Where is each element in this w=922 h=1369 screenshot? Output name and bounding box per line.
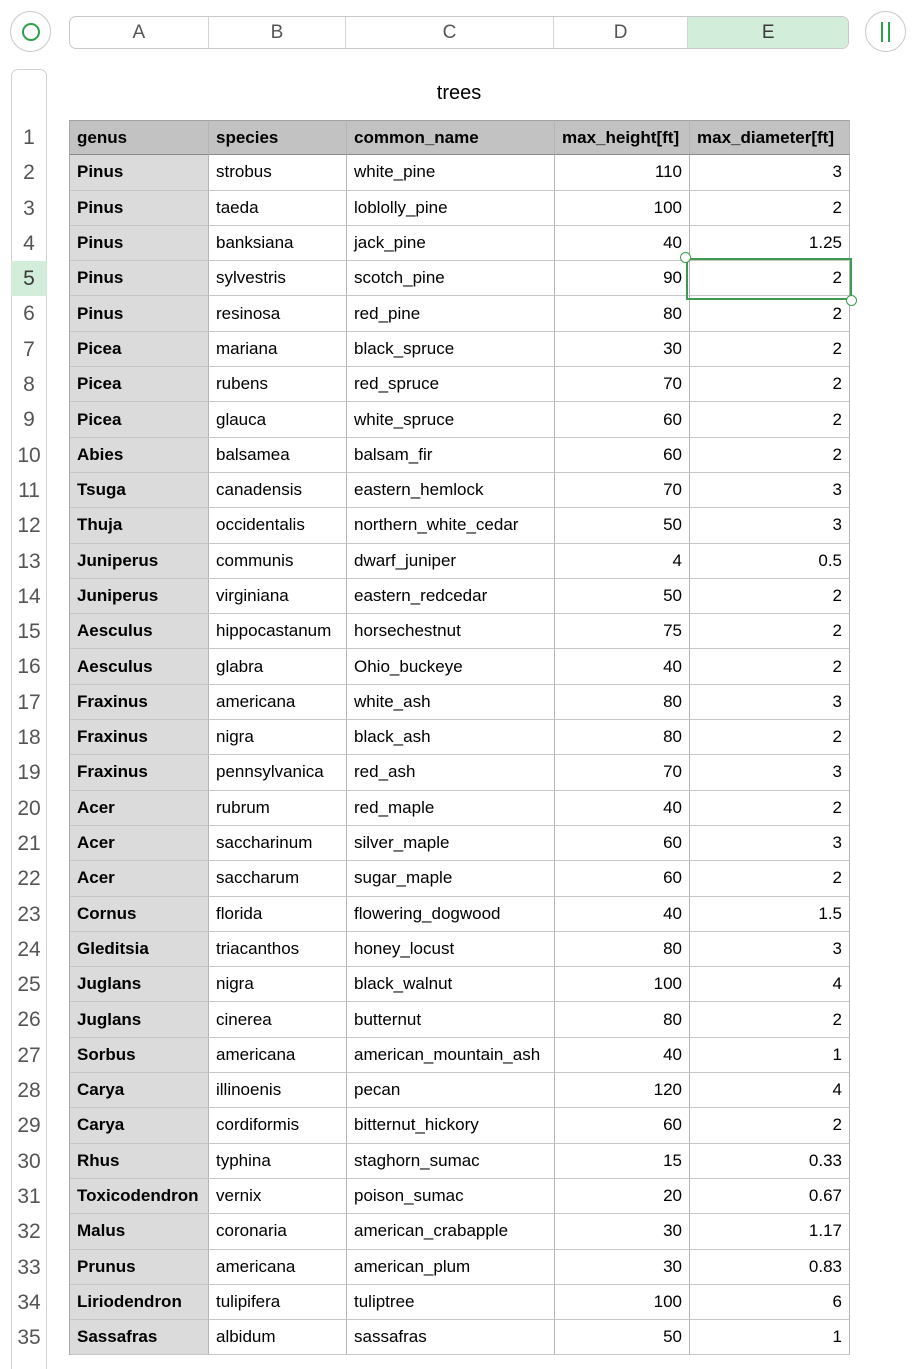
table-cell[interactable]: sassafras — [347, 1320, 555, 1355]
table-cell[interactable]: 30 — [555, 1250, 690, 1285]
table-cell[interactable]: 4 — [690, 1073, 850, 1108]
row-header-11[interactable]: 11 — [18, 478, 40, 502]
table-row — [70, 1038, 850, 1073]
table-cell[interactable]: staghorn_sumac — [347, 1144, 555, 1179]
table-cell[interactable]: 40 — [555, 897, 690, 932]
table-cell[interactable]: 0.67 — [690, 1179, 850, 1214]
table-cell[interactable]: scotch_pine — [347, 261, 555, 296]
table-cell[interactable]: 100 — [555, 967, 690, 1002]
table-cell[interactable]: Picea — [70, 367, 209, 402]
table-cell[interactable]: 1 — [690, 1038, 850, 1073]
table-cell[interactable]: 2 — [690, 861, 850, 896]
table-cell[interactable]: 100 — [555, 191, 690, 226]
table-cell[interactable]: 2 — [690, 791, 850, 826]
row-header-1[interactable]: 1 — [23, 125, 35, 149]
table-cell[interactable]: 2 — [690, 332, 850, 367]
table-cell[interactable]: Thuja — [70, 508, 209, 543]
table-cell[interactable]: black_walnut — [347, 967, 555, 1002]
table-row — [70, 226, 850, 261]
table-cell[interactable]: eastern_redcedar — [347, 579, 555, 614]
table-cell[interactable]: 90 — [555, 261, 690, 296]
selection-handle-top-left[interactable] — [680, 252, 691, 263]
table-row — [70, 614, 850, 649]
row-header-26[interactable]: 26 — [17, 1007, 41, 1031]
table-cell[interactable]: Rhus — [70, 1144, 209, 1179]
row-header-23[interactable]: 23 — [17, 902, 41, 926]
table-cell[interactable]: Sorbus — [70, 1038, 209, 1073]
table-cell[interactable]: Juglans — [70, 1002, 209, 1037]
table-cell[interactable]: 2 — [690, 402, 850, 437]
header-cell-common-name[interactable]: common_name — [347, 120, 555, 155]
table-cell[interactable]: americana — [209, 685, 347, 720]
table-cell[interactable]: banksiana — [209, 226, 347, 261]
column-header-e[interactable]: E — [688, 17, 848, 48]
table-cell[interactable]: vernix — [209, 1179, 347, 1214]
table-cell[interactable]: 80 — [555, 932, 690, 967]
row-header-4[interactable]: 4 — [23, 231, 35, 255]
row-header-8[interactable]: 8 — [23, 372, 35, 396]
table-cell[interactable]: Pinus — [70, 191, 209, 226]
table-cell[interactable]: 3 — [690, 932, 850, 967]
table-cell[interactable]: nigra — [209, 720, 347, 755]
table-cell[interactable]: cinerea — [209, 1002, 347, 1037]
table-cell[interactable]: mariana — [209, 332, 347, 367]
table-row — [70, 1108, 850, 1143]
row-header-6[interactable]: 6 — [23, 301, 35, 325]
table-cell[interactable]: saccharum — [209, 861, 347, 896]
table-cell[interactable]: 1.5 — [690, 897, 850, 932]
table-cell[interactable]: 30 — [555, 332, 690, 367]
table-cell[interactable]: Pinus — [70, 261, 209, 296]
table-cell[interactable]: 60 — [555, 1108, 690, 1143]
table-cell[interactable]: Acer — [70, 826, 209, 861]
table-row — [70, 296, 850, 331]
table-cell[interactable]: 80 — [555, 720, 690, 755]
table-cell[interactable]: 2 — [690, 649, 850, 684]
table-cell[interactable]: communis — [209, 544, 347, 579]
table-cell[interactable]: Juniperus — [70, 579, 209, 614]
table-cell[interactable]: 80 — [555, 685, 690, 720]
table-cell[interactable]: florida — [209, 897, 347, 932]
table-row — [70, 932, 850, 967]
row-header-13[interactable]: 13 — [17, 549, 41, 573]
row-header-35[interactable]: 35 — [17, 1325, 41, 1349]
table-cell[interactable]: 60 — [555, 402, 690, 437]
table-cell[interactable]: triacanthos — [209, 932, 347, 967]
table-cell[interactable]: Carya — [70, 1073, 209, 1108]
table-cell[interactable]: canadensis — [209, 473, 347, 508]
select-all-button[interactable] — [10, 11, 51, 52]
table-cell[interactable]: 2 — [690, 191, 850, 226]
table-cell[interactable]: cordiformis — [209, 1108, 347, 1143]
row-header-14[interactable]: 14 — [17, 584, 41, 608]
row-header-2[interactable]: 2 — [23, 160, 35, 184]
row-header-22[interactable]: 22 — [17, 866, 41, 890]
row-header-32[interactable]: 32 — [17, 1219, 41, 1243]
table-cell[interactable]: 2 — [690, 720, 850, 755]
table-cell[interactable]: Juniperus — [70, 544, 209, 579]
selection-handle-bottom-right[interactable] — [846, 295, 857, 306]
table-row — [70, 1250, 850, 1285]
data-table — [69, 120, 850, 1355]
table-cell[interactable]: Fraxinus — [70, 720, 209, 755]
table-cell[interactable]: 1.25 — [690, 226, 850, 261]
table-title: trees — [436, 82, 482, 104]
table-cell[interactable]: 40 — [555, 1038, 690, 1073]
row-header-9[interactable]: 9 — [23, 407, 35, 431]
table-cell[interactable]: occidentalis — [209, 508, 347, 543]
table-cell[interactable]: silver_maple — [347, 826, 555, 861]
row-header-19[interactable]: 19 — [17, 760, 41, 784]
table-cell[interactable]: sylvestris — [209, 261, 347, 296]
header-cell-max-height-ft[interactable]: max_height[ft] — [555, 120, 690, 155]
table-cell[interactable]: white_ash — [347, 685, 555, 720]
row-header-17[interactable]: 17 — [17, 690, 41, 714]
table-cell[interactable]: Abies — [70, 438, 209, 473]
row-header-33[interactable]: 33 — [17, 1255, 41, 1279]
table-cell[interactable]: Gleditsia — [70, 932, 209, 967]
table-cell[interactable]: coronaria — [209, 1214, 347, 1249]
column-header-bar — [69, 16, 849, 49]
table-cell[interactable]: pennsylvanica — [209, 755, 347, 790]
table-cell[interactable]: 2 — [690, 296, 850, 331]
row-header-31[interactable]: 31 — [17, 1184, 41, 1208]
table-cell[interactable]: black_ash — [347, 720, 555, 755]
row-header-24[interactable]: 24 — [17, 937, 41, 961]
table-row — [70, 473, 850, 508]
table-cell[interactable]: Sassafras — [70, 1320, 209, 1355]
table-cell[interactable]: american_mountain_ash — [347, 1038, 555, 1073]
header-cell-species[interactable]: species — [209, 120, 347, 155]
table-cell[interactable]: saccharinum — [209, 826, 347, 861]
table-cell[interactable]: 70 — [555, 473, 690, 508]
table-row — [70, 826, 850, 861]
table-cell[interactable]: strobus — [209, 155, 347, 190]
table-cell[interactable]: eastern_hemlock — [347, 473, 555, 508]
table-row — [70, 1320, 850, 1355]
table-cell[interactable]: red_maple — [347, 791, 555, 826]
table-cell[interactable]: Aesculus — [70, 614, 209, 649]
table-cell[interactable]: Acer — [70, 861, 209, 896]
table-cell[interactable]: taeda — [209, 191, 347, 226]
table-cell[interactable]: 80 — [555, 1002, 690, 1037]
table-row — [70, 755, 850, 790]
table-cell[interactable]: 20 — [555, 1179, 690, 1214]
table-cell[interactable]: 30 — [555, 1214, 690, 1249]
table-cell[interactable]: sugar_maple — [347, 861, 555, 896]
table-cell[interactable]: honey_locust — [347, 932, 555, 967]
table-cell[interactable]: Pinus — [70, 296, 209, 331]
table-cell[interactable]: resinosa — [209, 296, 347, 331]
row-header-34[interactable]: 34 — [17, 1290, 41, 1314]
table-cell[interactable]: red_spruce — [347, 367, 555, 402]
table-row — [70, 261, 850, 296]
table-cell[interactable]: Carya — [70, 1108, 209, 1143]
table-cell[interactable]: american_plum — [347, 1250, 555, 1285]
column-header-b[interactable]: B — [209, 17, 347, 48]
table-cell[interactable]: 110 — [555, 155, 690, 190]
row-header-7[interactable]: 7 — [23, 337, 35, 361]
table-cell[interactable]: 120 — [555, 1073, 690, 1108]
table-row — [70, 438, 850, 473]
table-cell[interactable]: dwarf_juniper — [347, 544, 555, 579]
table-cell[interactable]: white_spruce — [347, 402, 555, 437]
table-cell[interactable]: 50 — [555, 508, 690, 543]
table-cell[interactable]: horsechestnut — [347, 614, 555, 649]
table-row — [70, 402, 850, 437]
table-row — [70, 508, 850, 543]
row-header-12[interactable]: 12 — [17, 513, 41, 537]
table-cell[interactable]: Fraxinus — [70, 755, 209, 790]
table-cell[interactable]: 1.17 — [690, 1214, 850, 1249]
row-header-15[interactable]: 15 — [17, 619, 41, 643]
table-cell[interactable]: 40 — [555, 226, 690, 261]
table-cell[interactable]: 60 — [555, 826, 690, 861]
table-cell[interactable]: 40 — [555, 649, 690, 684]
row-header-21[interactable]: 21 — [17, 831, 41, 855]
table-cell[interactable]: 70 — [555, 755, 690, 790]
table-cell[interactable]: rubrum — [209, 791, 347, 826]
table-cell[interactable]: 2 — [690, 438, 850, 473]
table-row — [70, 544, 850, 579]
table-row — [70, 861, 850, 896]
table-cell[interactable]: 3 — [690, 826, 850, 861]
row-header-5[interactable]: 5 — [11, 261, 47, 296]
table-cell[interactable]: 15 — [555, 1144, 690, 1179]
column-header-c[interactable]: C — [346, 17, 553, 48]
table-cell[interactable]: flowering_dogwood — [347, 897, 555, 932]
table-row — [70, 579, 850, 614]
table-cell[interactable]: white_pine — [347, 155, 555, 190]
table-cell[interactable]: Pinus — [70, 155, 209, 190]
table-cell[interactable]: 3 — [690, 685, 850, 720]
table-cell[interactable]: 3 — [690, 155, 850, 190]
table-cell[interactable]: Acer — [70, 791, 209, 826]
table-row — [70, 720, 850, 755]
table-row — [70, 1073, 850, 1108]
table-cell[interactable]: americana — [209, 1038, 347, 1073]
freeze-panes-button[interactable] — [865, 11, 906, 52]
table-cell[interactable]: 2 — [690, 1108, 850, 1143]
table-cell[interactable]: jack_pine — [347, 226, 555, 261]
table-cell[interactable]: 80 — [555, 296, 690, 331]
row-header-3[interactable]: 3 — [23, 196, 35, 220]
table-row — [70, 967, 850, 1002]
table-cell[interactable]: tuliptree — [347, 1285, 555, 1320]
table-cell[interactable]: red_pine — [347, 296, 555, 331]
table-row — [70, 1179, 850, 1214]
table-cell[interactable]: nigra — [209, 967, 347, 1002]
table-cell[interactable]: glauca — [209, 402, 347, 437]
table-cell[interactable]: 0.83 — [690, 1250, 850, 1285]
table-cell[interactable]: albidum — [209, 1320, 347, 1355]
table-cell[interactable]: 75 — [555, 614, 690, 649]
header-cell-max-diameter-ft[interactable]: max_diameter[ft] — [690, 120, 850, 155]
table-cell[interactable]: Liriodendron — [70, 1285, 209, 1320]
column-header-a[interactable]: A — [70, 17, 209, 48]
table-row — [70, 1214, 850, 1249]
table-cell[interactable]: 40 — [555, 791, 690, 826]
column-header-d[interactable]: D — [554, 17, 689, 48]
table-cell[interactable]: 3 — [690, 508, 850, 543]
table-row — [70, 367, 850, 402]
table-cell[interactable]: 2 — [690, 579, 850, 614]
table-cell[interactable]: Pinus — [70, 226, 209, 261]
table-cell[interactable]: tulipifera — [209, 1285, 347, 1320]
row-header-18[interactable]: 18 — [17, 725, 41, 749]
table-cell[interactable]: Malus — [70, 1214, 209, 1249]
table-row — [70, 332, 850, 367]
circle-icon — [22, 23, 40, 41]
table-cell[interactable]: Ohio_buckeye — [347, 649, 555, 684]
table-cell[interactable]: 6 — [690, 1285, 850, 1320]
table-cell[interactable]: balsamea — [209, 438, 347, 473]
row-header-20[interactable]: 20 — [17, 796, 41, 820]
table-cell[interactable]: 0.33 — [690, 1144, 850, 1179]
table-row — [70, 791, 850, 826]
table-cell[interactable]: pecan — [347, 1073, 555, 1108]
table-cell[interactable]: glabra — [209, 649, 347, 684]
table-cell[interactable]: balsam_fir — [347, 438, 555, 473]
table-row — [70, 1285, 850, 1320]
row-header-27[interactable]: 27 — [17, 1043, 41, 1067]
table-cell[interactable]: illinoenis — [209, 1073, 347, 1108]
table-cell[interactable]: 50 — [555, 579, 690, 614]
pause-bars-icon — [881, 22, 890, 42]
table-cell[interactable]: rubens — [209, 367, 347, 402]
table-row — [70, 1002, 850, 1037]
row-header-30[interactable]: 30 — [17, 1149, 41, 1173]
table-cell[interactable]: 60 — [555, 438, 690, 473]
table-cell[interactable]: 60 — [555, 861, 690, 896]
table-cell[interactable]: Toxicodendron — [70, 1179, 209, 1214]
table-cell[interactable]: 0.5 — [690, 544, 850, 579]
table-row — [70, 897, 850, 932]
table-cell[interactable]: americana — [209, 1250, 347, 1285]
row-header-25[interactable]: 25 — [17, 972, 41, 996]
table-cell[interactable]: typhina — [209, 1144, 347, 1179]
table-cell[interactable]: 2 — [690, 1002, 850, 1037]
row-header-28[interactable]: 28 — [17, 1078, 41, 1102]
table-cell[interactable]: hippocastanum — [209, 614, 347, 649]
table-cell[interactable]: bitternut_hickory — [347, 1108, 555, 1143]
table-cell[interactable]: Cornus — [70, 897, 209, 932]
table-cell[interactable]: american_crabapple — [347, 1214, 555, 1249]
row-header-29[interactable]: 29 — [17, 1113, 41, 1137]
table-cell[interactable]: 1 — [690, 1320, 850, 1355]
table-cell[interactable]: 4 — [555, 544, 690, 579]
table-cell[interactable]: Juglans — [70, 967, 209, 1002]
row-header-10[interactable]: 10 — [17, 443, 41, 467]
table-cell[interactable]: poison_sumac — [347, 1179, 555, 1214]
table-row — [70, 685, 850, 720]
table-cell[interactable]: loblolly_pine — [347, 191, 555, 226]
table-cell[interactable]: virginiana — [209, 579, 347, 614]
table-cell[interactable]: 2 — [690, 261, 850, 296]
table-cell[interactable]: 70 — [555, 367, 690, 402]
table-cell[interactable]: Picea — [70, 402, 209, 437]
table-cell[interactable]: northern_white_cedar — [347, 508, 555, 543]
table-row — [70, 155, 850, 190]
table-cell[interactable]: Fraxinus — [70, 685, 209, 720]
table-cell[interactable]: Prunus — [70, 1250, 209, 1285]
table-cell[interactable]: Picea — [70, 332, 209, 367]
table-row — [70, 1144, 850, 1179]
table-row — [70, 649, 850, 684]
table-cell[interactable]: 2 — [690, 614, 850, 649]
table-cell[interactable]: 3 — [690, 755, 850, 790]
table-cell[interactable]: 3 — [690, 473, 850, 508]
table-row — [70, 191, 850, 226]
table-cell[interactable]: Tsuga — [70, 473, 209, 508]
table-cell[interactable]: 4 — [690, 967, 850, 1002]
row-header-16[interactable]: 16 — [17, 654, 41, 678]
table-cell[interactable]: red_ash — [347, 755, 555, 790]
table-header-row — [70, 120, 850, 155]
table-cell[interactable]: butternut — [347, 1002, 555, 1037]
table-cell[interactable]: Aesculus — [70, 649, 209, 684]
table-cell[interactable]: 50 — [555, 1320, 690, 1355]
table-cell[interactable]: 100 — [555, 1285, 690, 1320]
table-cell[interactable]: 2 — [690, 367, 850, 402]
table-cell[interactable]: black_spruce — [347, 332, 555, 367]
header-cell-genus[interactable]: genus — [70, 120, 209, 155]
